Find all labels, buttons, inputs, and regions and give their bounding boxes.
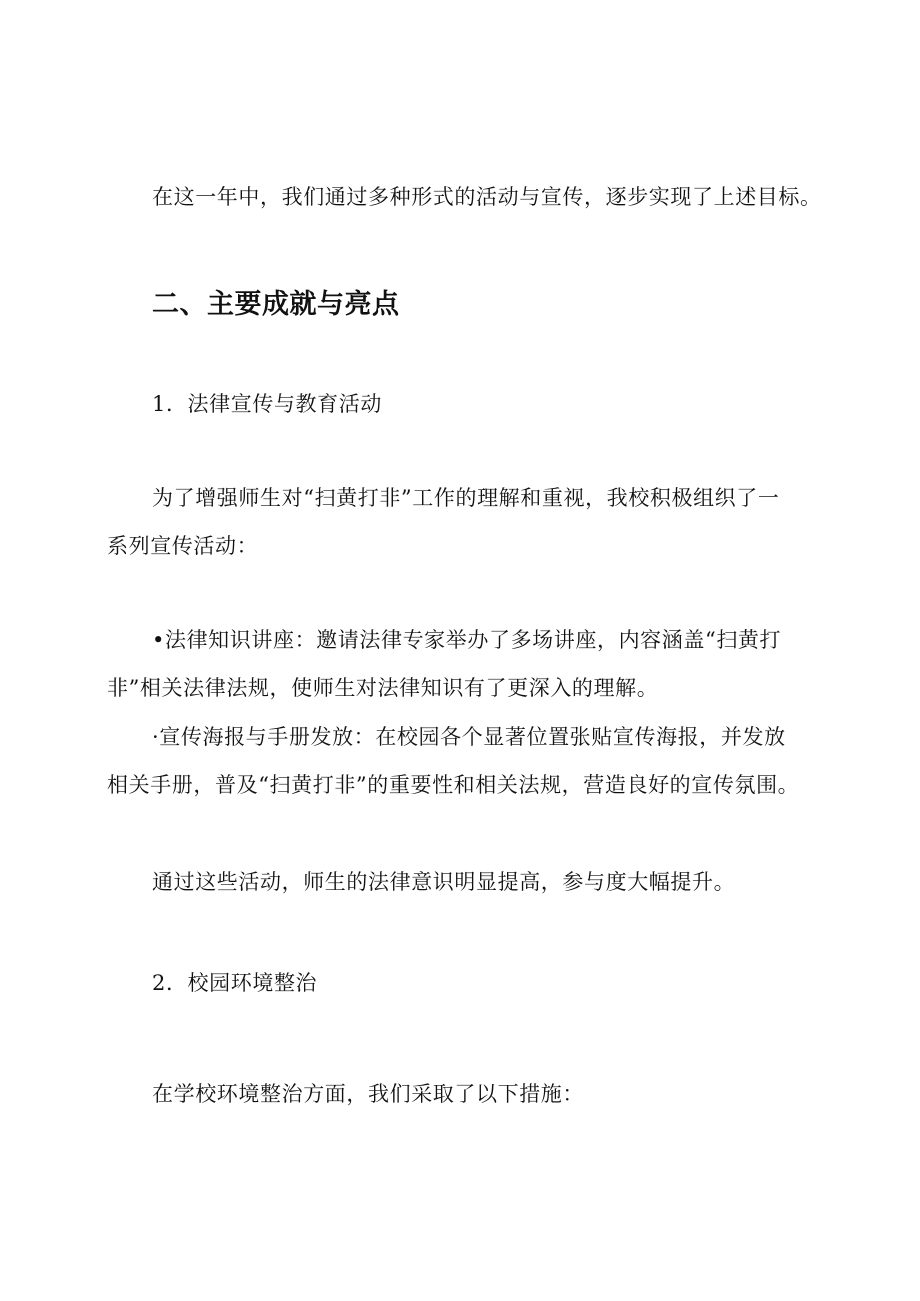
bullet-item-lecture-cont: 非”相关法律法规，使师生对法律知识有了更深入的理解。 [107,676,659,700]
paragraph-line: 为了增强师生对“扫黄打非”工作的理解和重视，我校积极组织了一 [152,486,780,510]
subsection-title-2: 2．校园环境整治 [152,971,318,995]
section-heading: 二、主要成就与亮点 [152,289,400,320]
bullet-item-lecture: •法律知识讲座：邀请法律专家举办了多场讲座，内容涵盖“扫黄打 [152,628,782,652]
paragraph-line: 系列宣传活动： [107,534,259,558]
summary-paragraph: 通过这些活动，师生的法律意识明显提高，参与度大幅提升。 [152,870,736,894]
bullet-item-poster-cont: 相关手册，普及“扫黄打非”的重要性和相关法规，营造良好的宣传氛围。 [107,773,800,797]
subsection-title-1: 1．法律宣传与教育活动 [152,392,382,416]
intro-paragraph: 在这一年中，我们通过多种形式的活动与宣传，逐步实现了上述目标。 [152,185,822,209]
paragraph-line: 在学校环境整治方面，我们采取了以下措施： [152,1082,584,1106]
bullet-item-poster: ·宣传海报与手册发放：在校园各个显著位置张贴宣传海报，并发放 [152,725,786,749]
